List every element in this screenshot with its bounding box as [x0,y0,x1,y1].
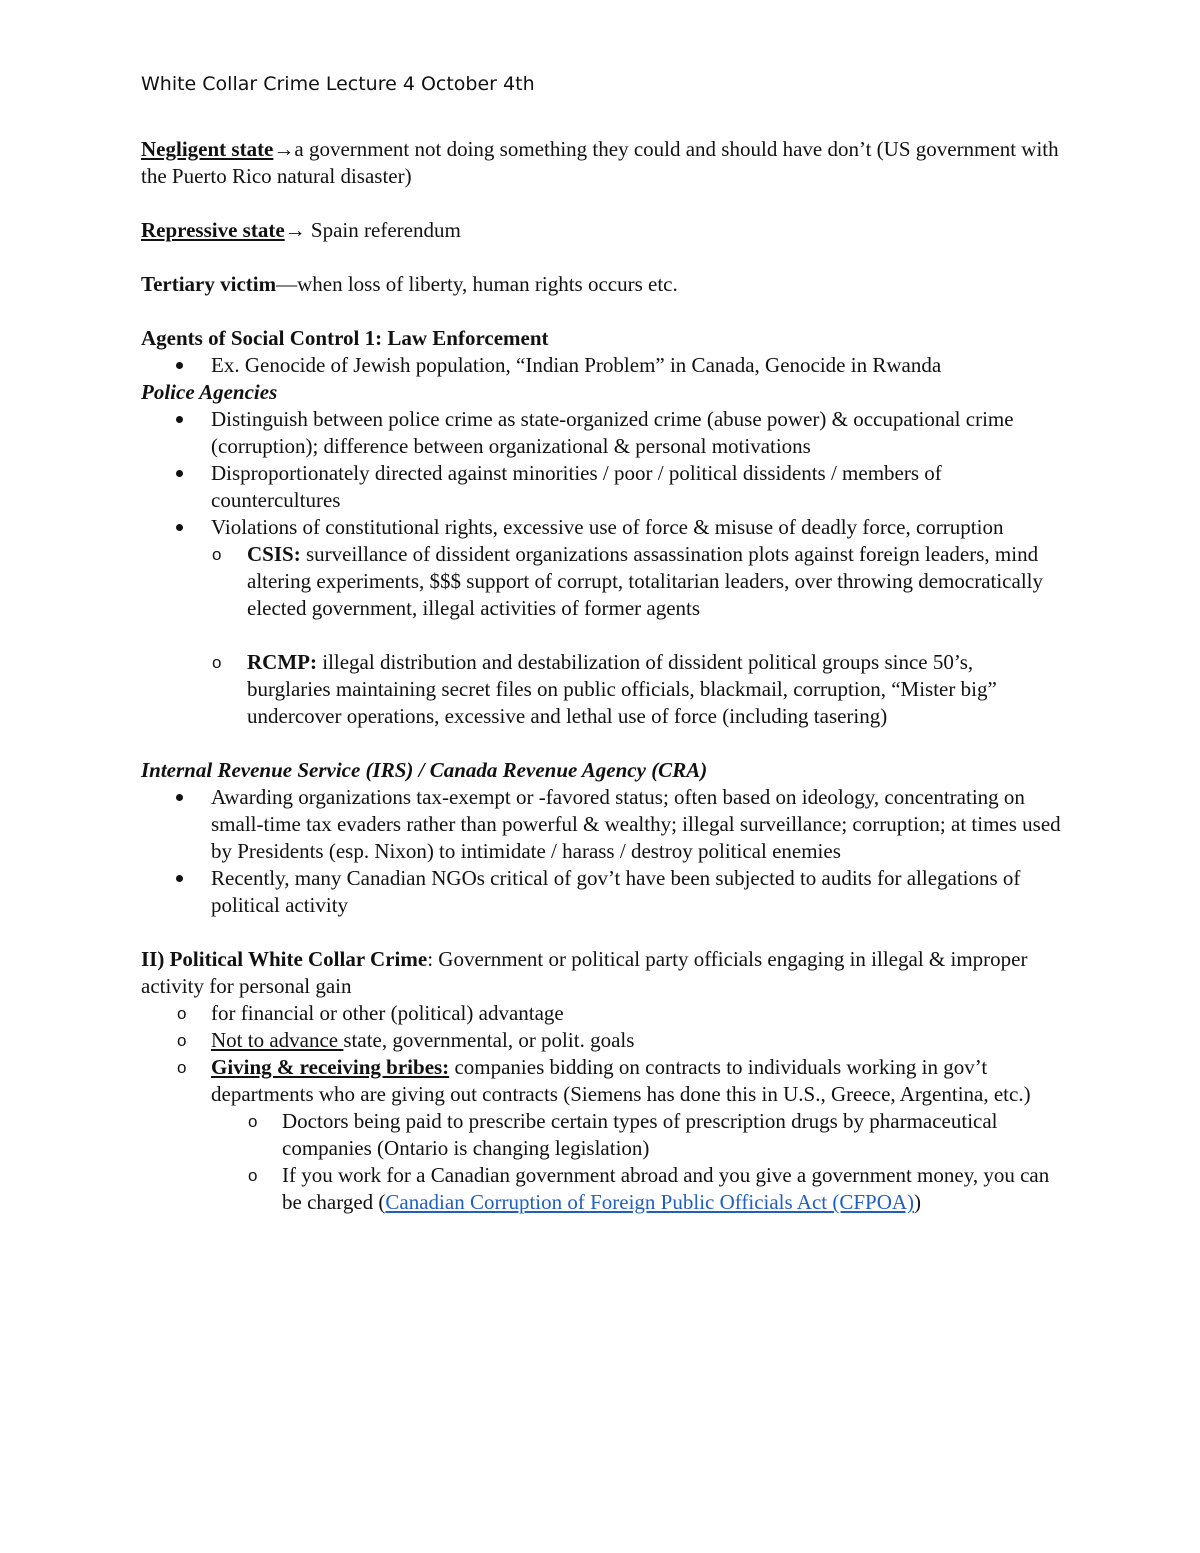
police-sublist [141,541,1061,730]
list-item: Ex. Genocide of Jewish population, “Indian Problem” in Canada, Genocide in Rwanda [141,352,1061,379]
police-agencies-heading: Police Agencies [141,380,278,404]
rcmp-text: illegal distribution and destabilization of dissident political groups since 50’s, burglaries maintaining secret files on public officials, blackmail, corruption, “Mister big” undercover operations, excessive and lethal use of force (including tasering) [247,650,997,728]
item-text: If you work for a Canadian government abroad and you give a government money, you can be charged ( [282,1163,1050,1214]
bribes-text: companies bidding on contracts to individuals working in gov’t departments who are giving out contracts (Siemens has done this in U.S., Greece, Argentina, etc.) [211,1055,1031,1106]
item-text-end: ) [914,1190,922,1214]
document-page [141,70,1061,1216]
negligent-state-term: Negligent state [141,137,274,161]
agents-list [141,352,1061,379]
list-item: Distinguish between police crime as state-organized crime (abuse power) & occupational crime (corruption); difference between organizational & personal motivations [141,406,1061,460]
rcmp-item [141,649,1061,730]
political-crime-text: : Government or political party officials engaging in illegal & improper activity for personal gain [141,947,1028,998]
negligent-state-text: a government not doing something they could and should have don’t (US government with the Puerto Rico natural disaster) [141,137,1059,188]
political-list [141,1000,1061,1108]
list-item: o for financial or other (political) advantage [141,1000,1061,1027]
list-item: o Doctors being paid to prescribe certain types of prescription drugs by pharmaceutical companies (Ontario is changing legislation) [141,1108,1061,1162]
tertiary-victim-term: Tertiary victim [141,272,277,296]
bribes-label: Giving & receiving bribes: [211,1055,450,1079]
tertiary-victim-paragraph [141,271,1061,298]
underlined-phrase: Not to advance [211,1028,344,1052]
list-item [141,1162,1061,1216]
bribes-sublist [141,1108,1061,1216]
list-item: Violations of constitutional rights, excessive use of force & misuse of deadly force, corruption [141,514,1061,541]
rcmp-label: RCMP: [247,650,317,674]
document-title: White Collar Crime Lecture 4 October 4th [141,73,535,95]
repressive-state-paragraph [141,217,1061,244]
cfpoa-link[interactable]: Canadian Corruption of Foreign Public Officials Act (CFPOA) [385,1190,915,1214]
arrow-icon: → [273,137,295,161]
irs-heading: Internal Revenue Service (IRS) / Canada Revenue Agency (CRA) [141,758,708,782]
bribes-item [141,1054,1061,1108]
police-list [141,406,1061,541]
list-item [141,1027,1061,1054]
political-crime-paragraph [141,946,1061,1000]
csis-item [141,541,1061,622]
irs-list [141,784,1061,919]
repressive-state-term: Repressive state [141,218,285,242]
csis-text: surveillance of dissident organizations assassination plots against foreign leaders, mind altering experiments, $$$ support of corrupt, totalitarian leaders, over throwing democratically elected government, illegal activities of former agents [247,542,1043,620]
political-crime-heading: II) Political White Collar Crime [141,947,428,971]
csis-label: CSIS: [247,542,301,566]
negligent-state-paragraph [141,136,1061,190]
arrow-icon: → [284,218,306,242]
agents-heading: Agents of Social Control 1: Law Enforcement [141,326,549,350]
list-item: Recently, many Canadian NGOs critical of gov’t have been subjected to audits for allegations of political activity [141,865,1061,919]
item-text: state, governmental, or polit. goals [343,1028,635,1052]
tertiary-victim-text: —when loss of liberty, human rights occurs etc. [276,272,678,296]
list-item: Awarding organizations tax-exempt or -favored status; often based on ideology, concentrating on small-time tax evaders rather than powerful & wealthy; illegal surveillance; corruption; at times used by Presidents (esp. Nixon) to intimidate / harass / destroy political enemies [141,784,1061,865]
list-item: Disproportionately directed against minorities / poor / political dissidents / members of countercultures [141,460,1061,514]
repressive-state-text: Spain referendum [305,218,461,242]
